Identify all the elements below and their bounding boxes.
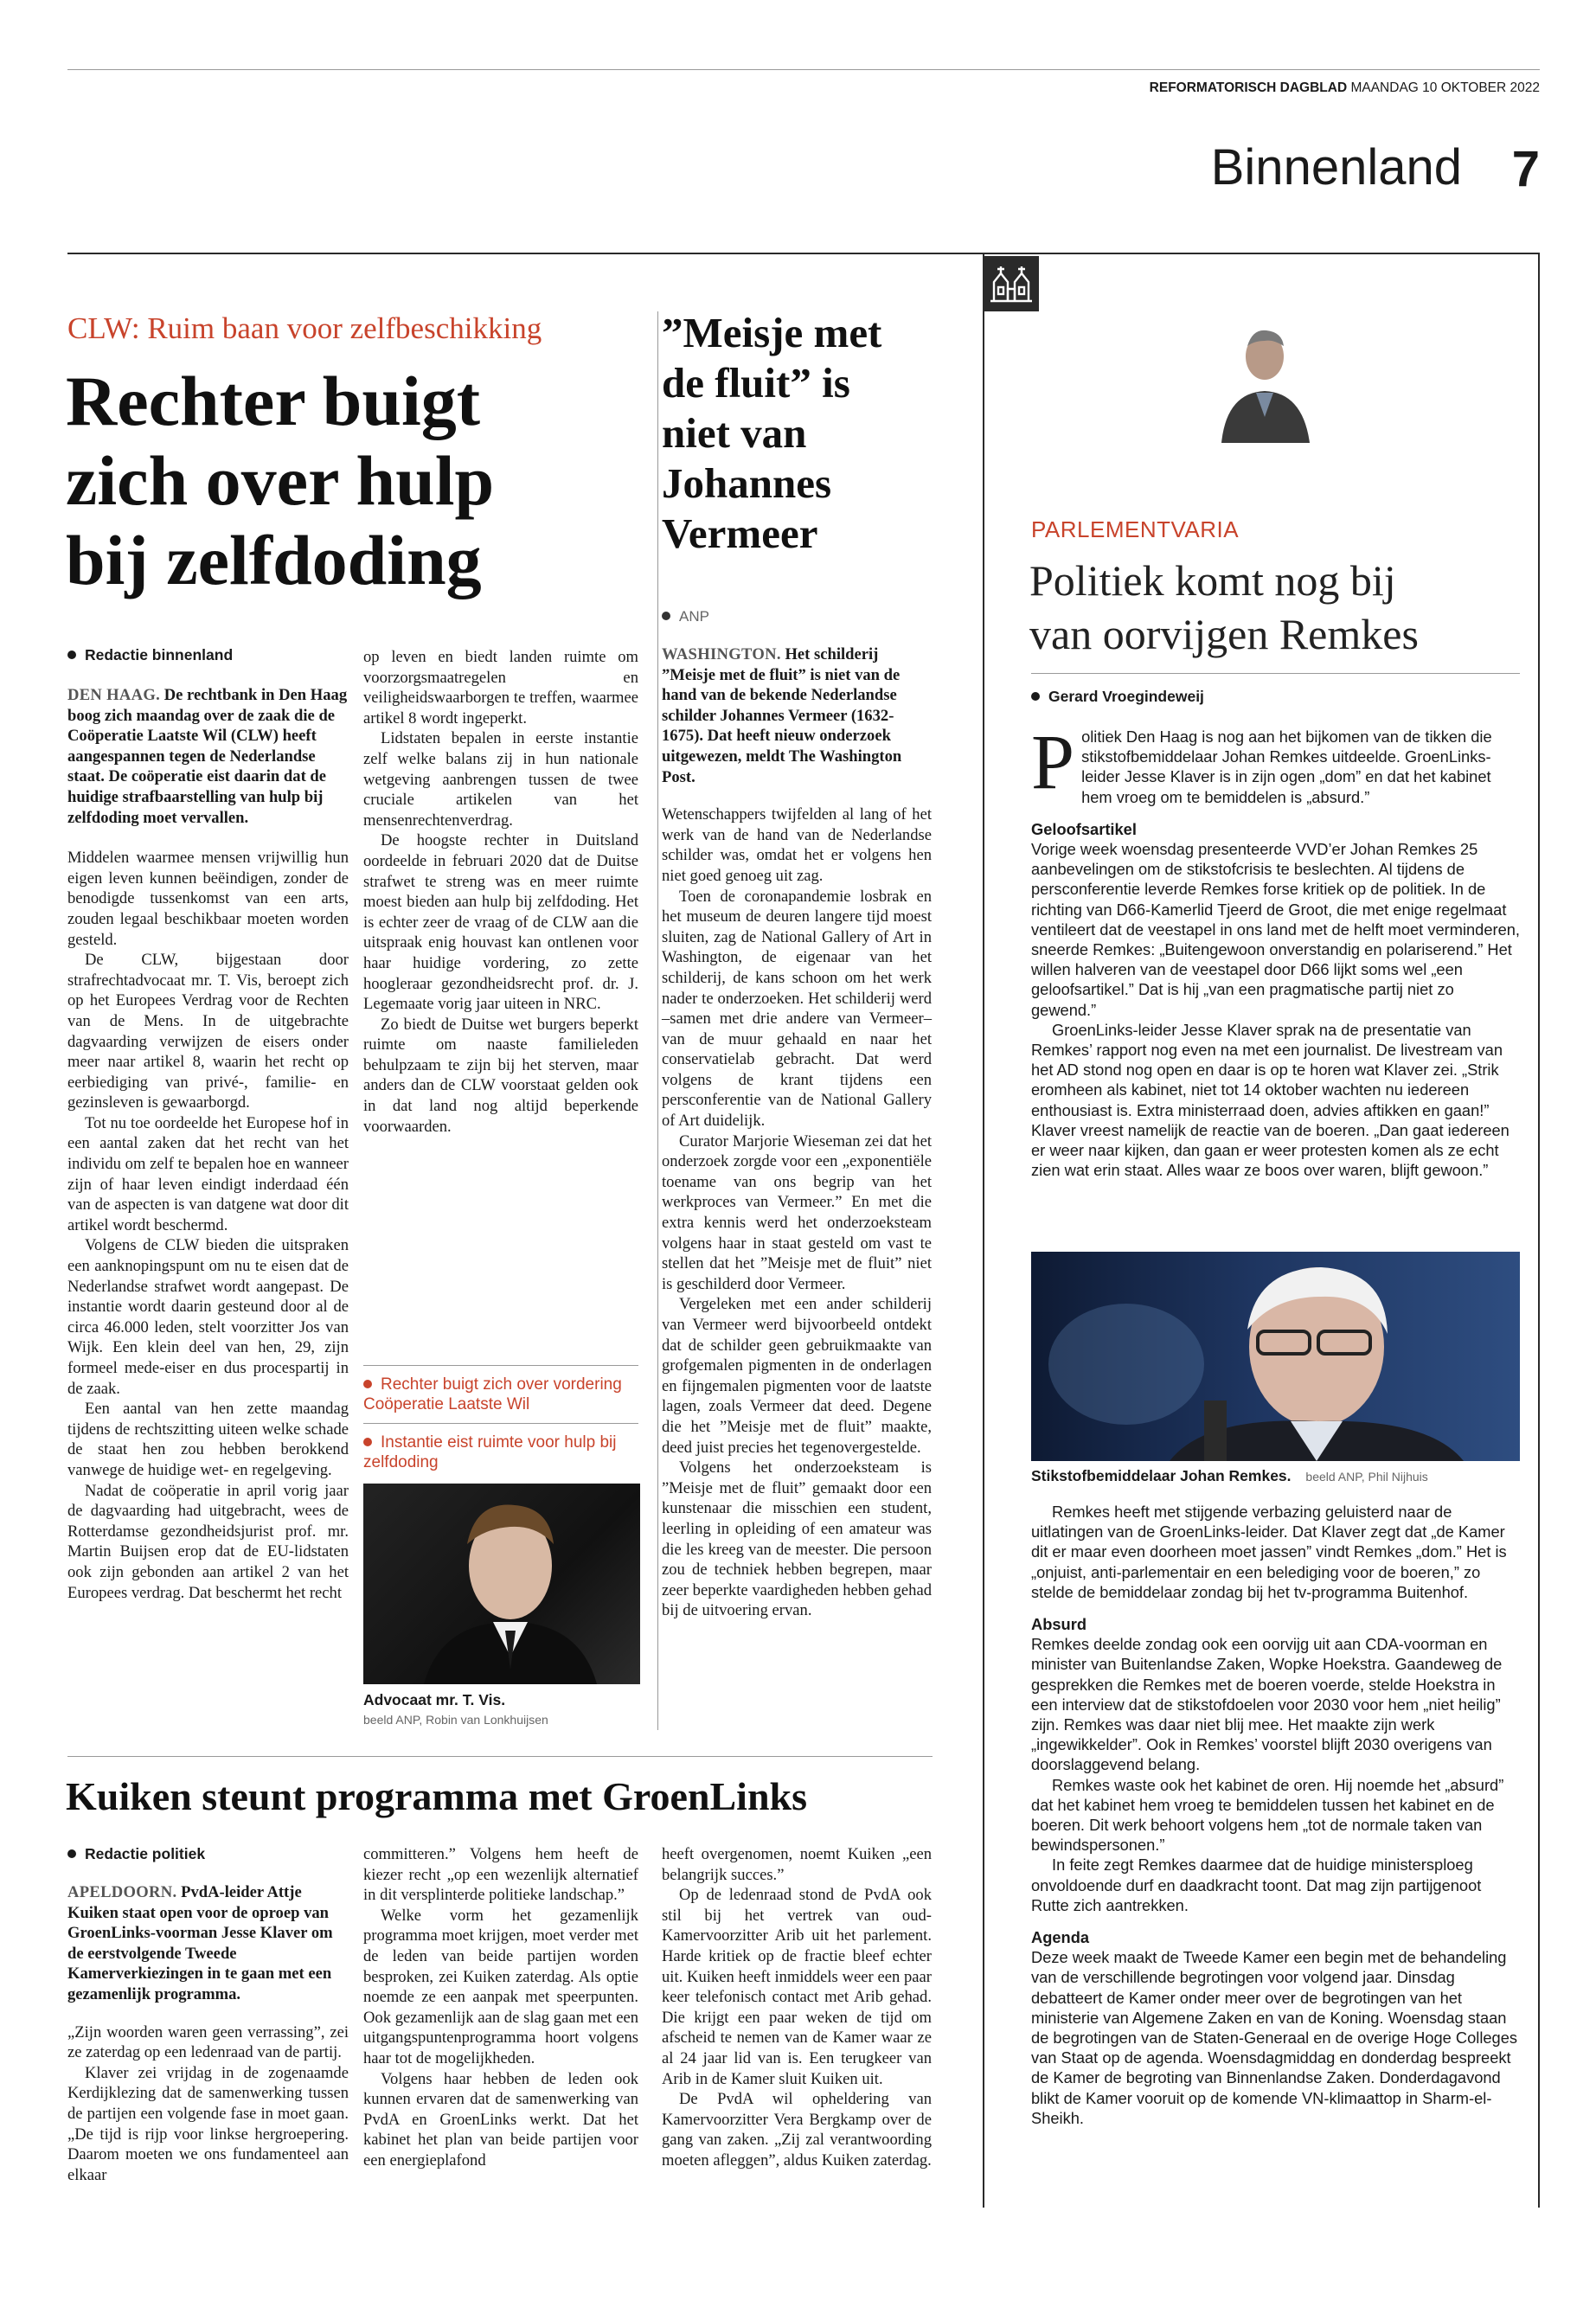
paragraph: De PvdA wil opheldering van Kamervoorzitter Vera Bergkamp over de gang van zaken. „Zij zal verantwoording moeten afleggen”, aldus Kuiken zaterdag. <box>662 2090 932 2170</box>
bullet-dot-icon <box>67 1849 76 1858</box>
subhead: Absurd <box>1031 1615 1086 1634</box>
article1-teasers <box>363 1365 638 1472</box>
article3-headline <box>1029 554 1531 661</box>
paragraph: Welke vorm het gezamenlijk programma moet krijgen, moet verder met de leden van beide partijen worden besproken, zei Kuiken zaterdag. Als optie noemde ze een aanpak met speerpunten. Ook gezamenlijk aan de slag gaan met een uitgangspuntenprogramma hoort volgens haar tot de mogelijkheden. <box>363 1906 638 2067</box>
byline-text: Redactie binnenland <box>85 646 234 663</box>
paragraph: De hoogste rechter in Duitsland oordeelde in februari 2020 dat de Duitse strafwet te streng was en meer ruimte moest bieden aan hulp bij zelfdoding. Het is echter zeer de vraag of de CLW aan die uitspraak enig houvast kan ontlenen voor haar huidige vordering, zo zette hoogleraar gezondheidsrecht prof. dr. J. Legemaate vorig jaar uiteen in NRC. <box>363 831 638 1014</box>
paragraph: Remkes deelde zondag ook een oorvijg uit aan CDA-voorman en minister van Buitenlandse Zaken, Wopke Hoekstra. Gaandeweg de gesprekken die Remkes met de boeren voerde, stelde Hoekstra in een interview dat de stikstofdoelen voor 2030 voor hem „niet heilig” zijn. Remkes was daar niet blij mee. Het maakte zijn werk „ingewikkelder”. Ook in Remkes’ voorstel blijft 2030 overigens van doorslaggevend belang. <box>1031 1635 1503 1774</box>
headline-line: niet van <box>662 409 807 457</box>
masthead <box>1142 80 1540 96</box>
article4-column-1 <box>67 1882 349 2185</box>
author-photo <box>1211 322 1324 443</box>
paragraph: Wetenschappers twijfelden al lang of het werk van de hand van de Nederlandse schilder was, omdat het er volgens hen niet goed genoeg uit zag. <box>662 805 932 885</box>
section-rule-left <box>67 253 986 254</box>
lead-text: olitiek Den Haag is nog aan het bijkomen van de tikken die stikstofbemiddelaar Johan Remkes uitdeelde. GroenLinks-leider Jesse Klaver is in zijn ogen „dom” en dat het kabinet hem vroeg om te bemiddelen is „absurd.” <box>1081 727 1492 806</box>
lawyer-photo-credit: beeld ANP, Robin van Lonkhuijsen <box>363 1713 548 1727</box>
column-divider <box>657 311 658 1730</box>
dateline: WASHINGTON. <box>662 645 781 663</box>
article2-intro <box>662 644 932 787</box>
article4-column-3 <box>662 1844 932 2171</box>
paragraph: Zo biedt de Duitse wet burgers beperkt ruimte om naaste familieleden behulpzaam te zijn bij het sterven, maar anders dan de CLW voorstaat gelden ook in dat land nog altijd beperkende voorwaarden. <box>363 1015 638 1136</box>
caption-text: Stikstofbemiddelaar Johan Remkes. <box>1031 1467 1292 1484</box>
headline-line: zich over hulp <box>66 441 495 520</box>
paragraph: op leven en biedt landen ruimte om voorzorgsmaatregelen en veiligheidswaarborgen te treffen, waarmee artikel 8 wordt ingeperkt. <box>363 648 638 727</box>
intro-text: De rechtbank in Den Haag boog zich maandag over de zaak die de Coöperatie Laatste Wil (CLW) heeft aangespannen tegen de Nederlandse staat. De coöperatie eist daarin dat de huidige strafbaarstelling van hulp bij zelfdoding moet vervallen. <box>67 686 348 827</box>
bullet-dot-icon <box>363 1438 372 1446</box>
article1-body-1 <box>67 848 349 1603</box>
paragraph: Een aantal van hen zette maandag tijdens de rechtszitting uiteen welke schade de staat hen zou hebben berokkend vanwege de huidige wet- en regelgeving. <box>67 1400 349 1479</box>
teaser-item <box>363 1433 638 1472</box>
article4-column-2 <box>363 1844 638 2171</box>
paragraph: GroenLinks-leider Jesse Klaver sprak na de presentatie van Remkes’ rapport nog even na met een journalist. De livestream van het AD stond nog open en daar is op te horen wat Klaver zei. „Strik eromheen als kabinet, niet tot 14 oktober wachten nu iedereen enthousiast is. Extra ministerraad doen, advies aftikken en gaan!” Klaver vreest namelijk de reactie van de boeren. „Dan gaat iedereen er weer naar kijken, dan gaan er weer protesten komen als ze echt zien wat erin staat. Alles waar ze boos over waren, blijft gewoon.” <box>1031 1020 1509 1180</box>
paragraph: heeft overgenomen, noemt Kuiken „een belangrijk succes.” <box>662 1845 932 1884</box>
paragraph: In feite zegt Remkes daarmee dat de huidige ministersploeg onvoldoende durf en daadkracht toont. Dat mag zijn partijgenoot Rutte zich aantrekken. <box>1031 1856 1482 1914</box>
remkes-photo-caption <box>1031 1467 1428 1485</box>
lawyer-photo-caption: Advocaat mr. T. Vis. <box>363 1691 506 1708</box>
bullet-dot-icon <box>662 612 670 620</box>
article3-lead <box>1031 720 1520 807</box>
article4-body-1 <box>67 2022 349 2186</box>
headline-line: bij zelfdoding <box>66 521 482 599</box>
column-frame-left <box>983 253 984 2208</box>
headline-line: de fluit” is <box>662 359 850 407</box>
remkes-photo <box>1031 1252 1520 1461</box>
teaser-text: Rechter buigt zich over vordering Coöperatie Laatste Wil <box>363 1375 622 1413</box>
intro-text: PvdA-leider Attje Kuiken staat open voor de oproep van GroenLinks-voorman Jesse Klaver om de eerstvolgende Tweede Kamerverkiezingen in te gaan met een gezamenlijk programma. <box>67 1883 333 2003</box>
article2-byline <box>662 608 709 625</box>
headline-line: Rechter buigt <box>66 362 481 440</box>
article1-byline <box>67 646 233 664</box>
paragraph: committeren.” Volgens hem heeft de kiezer recht „op een wezenlijk alternatief in dit versplinterde politieke landschap.” <box>363 1845 638 1905</box>
dateline: APELDOORN. <box>67 1883 177 1901</box>
paragraph: Remkes heeft met stijgende verbazing geluisterd naar de uitlatingen van de GroenLinks-leider. Dat Klaver zegt dat „de Kamer dit er maar even doorheen moet jassen” vindt Remkes „dom.” Het is „onjuist, anti-parlementair en een belediging voor de boeren,” zo stelde de bemiddelaar zondag bij het tv-programma Buitenhof. <box>1031 1503 1507 1601</box>
byline-text: Gerard Vroegindeweij <box>1048 688 1204 705</box>
headline-line: van oorvijgen Remkes <box>1029 610 1419 658</box>
article4-intro <box>67 1882 349 2005</box>
article2-body <box>662 644 932 1621</box>
headline-line: Politiek komt nog bij <box>1029 556 1396 605</box>
photo-credit: beeld ANP, Phil Nijhuis <box>1305 1470 1428 1484</box>
paragraph: Op de ledenraad stond de PvdA ook stil bij het vertrek van oud-Kamervoorzitter Arib uit het parlement. Harde kritiek op de fractie bleef echter uit. Kuiken heeft inmiddels weer een paar keer telefonisch contact met Arib gehad. Die krijgt een paar weken de tijd om afscheid te nemen van de Kamer waar ze al 24 jaar lid van is. Een terugkeer van Arib in de Kamer sluit Kuiken uit. <box>662 1886 932 2088</box>
headline-line: Vermeer <box>662 510 818 557</box>
paragraph: Toen de coronapandemie losbrak en het museum de deuren langere tijd moest sluiten, zag de National Gallery of Art in Washington, de eigenaar van het schilderij, de kans schoon om het werk nader te onderzoeken. Het schilderij werd –samen met drie andere van Vermeer– van de muur gehaald en naar het conservatielab gebracht. Dat werd volgens de krant tijdens een persconferentie van de National Gallery of Art duidelijk. <box>662 887 932 1131</box>
teaser-rule <box>363 1423 638 1424</box>
intro-text: Het schilderij ”Meisje met de fluit” is niet van de hand van de bekende Nederlandse schilder Johannes Vermeer (1632-1675). Dat heeft nieuw onderzoek uitgewezen, meldt The Washington Post. <box>662 645 902 786</box>
paragraph: Remkes waste ook het kabinet de oren. Hij noemde het „absurd” dat het kabinet hem vroeg te bemiddelen tussen het kabinet en de boeren. Dit werk behoort volgens hem „tot de normale taken van bewindspersonen.” <box>1031 1775 1504 1855</box>
paragraph: Tot nu toe oordeelde het Europese hof in een aantal zaken dat het recht van het individu om zelf te bepalen hoe en wanneer zijn of haar leven eindigt inderdaad één van de aspecten is van datgene wat door dit artikel wordt beschermd. <box>67 1113 349 1234</box>
article3-kicker: PARLEMENTVARIA <box>1031 516 1240 542</box>
column-frame-right <box>1538 253 1540 2208</box>
paragraph: Vorige week woensdag presenteerde VVD’er Johan Remkes 25 aanbevelingen om de stikstofcrisis te beslechten. Al tijdens de persconferentie leverde Remkes forse kritiek op de politiek. In de richting van D66-Kamerlid Tjeerd de Groot, die met enige regelmaat ventileert dat de veestapel in ons land met de helft moet verminderen, sneerde Remkes: „Buitengewoon onverstandig en polariserend.” Het willen halveren van de veestapel door D66 lijkt soms wel „een geloofsartikel.” Dat is hij „van een pragmatische partij niet zo gewend.” <box>1031 840 1521 1019</box>
paragraph: Volgens het onderzoeksteam is ”Meisje met de fluit” gemaakt door een kunstenaar die misschien een student, leerling in opleiding of een amateur was die les kreeg van de meester. Die persoon zou de techniek hebben begrepen, maar zeer beperkte vaardigheden hebben gehad bij de uitvoering ervan. <box>662 1458 932 1620</box>
article3-rule <box>1031 673 1520 674</box>
paragraph: Volgens haar hebben de leden ook kunnen ervaren dat de samenwerking van PvdA en GroenLinks werkt. Dat het kabinet het plan van beide partijen voor een energieplafond <box>363 2069 638 2170</box>
teaser-text: Instantie eist ruimte voor hulp bij zelfdoding <box>363 1433 617 1471</box>
subhead: Agenda <box>1031 1928 1090 1947</box>
paragraph: Vergeleken met een ander schilderij van Vermeer werd bijvoorbeeld ontdekt dat de schilder geen gebruikmaakte van grofgemalen pigmenten in de onderlagen en fijngemalen pigmenten voor de laatste lagen, zoals Vermeer dat deed. Degene die het ”Meisje met de fluit” maakte, deed juist precies het tegenovergestelde. <box>662 1295 932 1457</box>
article3-body-top <box>1031 720 1521 1180</box>
church-icon <box>984 256 1039 311</box>
teaser-rule <box>363 1365 638 1366</box>
lawyer-photo <box>363 1484 640 1684</box>
article2-headline <box>662 308 973 559</box>
bullet-dot-icon <box>363 1380 372 1388</box>
article3-body-bottom <box>1031 1502 1520 2128</box>
dateline: DEN HAAG. <box>67 686 161 704</box>
article4-headline: Kuiken steunt programma met GroenLinks <box>66 1774 808 1818</box>
article4-byline <box>67 1845 205 1863</box>
dropcap: P <box>1031 720 1075 805</box>
paragraph: Curator Marjorie Wieseman zei dat het onderzoek zorgde voor een „exponentiële toename van ons begrip van het werkproces van Vermeer.” En met die extra kennis werd het onderzoeksteam volgens haar in staat gesteld om vast te stellen dat het ”Meisje met de fluit” niet is geschilderd door Vermeer. <box>662 1131 932 1293</box>
byline-text: ANP <box>679 608 709 625</box>
section-rule-right <box>983 253 1540 254</box>
paragraph: „Zijn woorden waren geen verrassing”, zei ze zaterdag op een ledenraad van de partij. <box>67 2022 349 2062</box>
masthead-date: MAANDAG 10 OKTOBER 2022 <box>1350 80 1540 95</box>
paragraph: Nadat de coöperatie in april vorig jaar de dagvaarding had uitgebracht, wees de Rotterdamse gezondheidsjurist prof. mr. Martin Buijsen erop dat de EU-lidstaten ook zijn gebonden aan artikel 2 van het Europees verdrag. Dat beschermt het recht <box>67 1481 349 1602</box>
page-number: 7 <box>1511 141 1540 197</box>
section-title: Binnenland <box>1210 139 1462 195</box>
article1-headline <box>66 362 628 600</box>
headline-line: ”Meisje met <box>662 309 882 356</box>
article1-kicker: CLW: Ruim baan voor zelfbeschikking <box>67 311 542 345</box>
bullet-dot-icon <box>1031 692 1040 701</box>
article1-column-1 <box>67 685 349 1603</box>
paragraph: Klaver zei vrijdag in de zogenaamde Kerdijklezing dat de samenwerking tussen de partijen een volgende fase in moet gaan. „De tijd is rijp voor linkse hergroepering. Daarom moeten we ons fundamenteel aan elkaar <box>67 2063 349 2184</box>
article1-column-2 <box>363 647 638 1137</box>
teaser-item <box>363 1375 638 1414</box>
subhead: Geloofsartikel <box>1031 819 1137 838</box>
article3-byline <box>1031 688 1204 706</box>
article2-text <box>662 804 932 1621</box>
paragraph: De CLW, bijgestaan door strafrechtadvocaat mr. T. Vis, beroept zich op het Europees Verdrag voor de Rechten van de Mens. In de uitgebrachte dagvaarding verwijzen de eisers onder meer naar artikel 8, waarin het recht op eerbiediging van privé-, familie- en gezinsleven is gewaarborgd. <box>67 951 349 1112</box>
headline-line: Johannes <box>662 459 832 507</box>
masthead-paper: REFORMATORISCH DAGBLAD <box>1149 80 1348 95</box>
paragraph: Deze week maakt de Tweede Kamer een begin met de behandeling van de verschillende begrotingen voor volgend jaar. Dinsdag debatteert de Kamer onder meer over de begrotingen van het ministerie van Algemene Zaken en van de Koning. Woensdag staan de begrotingen van de Staten-Generaal en de overige Hoge Colleges van Staat op de agenda. Woensdagmiddag en donderdag bespreekt de Kamer de begroting van Binnenlandse Zaken. Donderdagavond blikt de Kamer vooruit op de komende VN-klimaattop in Sharm-el-Sheikh. <box>1031 1948 1518 2127</box>
top-rule <box>67 69 1540 70</box>
byline-text: Redactie politiek <box>85 1845 206 1862</box>
paragraph: Middelen waarmee mensen vrijwillig hun eigen leven kunnen beëindigen, zonder de benodigde tussenkomst van een arts, zouden legaal beschikbaar moeten worden gesteld. <box>67 849 349 949</box>
paragraph: Lidstaten bepalen in eerste instantie zelf welke balans zij in hun nationale wetgeving aanbrengen tussen de twee cruciale artikelen van het mensenrechtenverdrag. <box>363 729 638 830</box>
bullet-dot-icon <box>67 651 76 659</box>
article1-intro <box>67 685 349 828</box>
article4-rule <box>67 1756 933 1757</box>
paragraph: Volgens de CLW bieden die uitspraken een aanknopingspunt om nu te eisen dat de Nederlandse strafwet wordt aangepast. De instantie wordt daarin gesteund door al de circa 46.000 leden, stelt voorzitter Jos van Wijk. Een klein deel van hen, 29, zijn formeel mede-eiser en dus procespartij in de zaak. <box>67 1236 349 1398</box>
